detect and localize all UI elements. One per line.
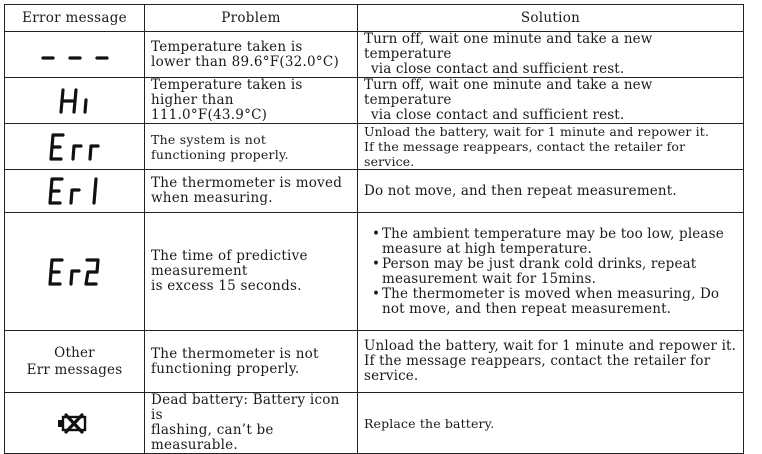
solution-bullet-list (364, 227, 737, 317)
problem-line: when measuring. (151, 190, 273, 206)
solution-cell (358, 32, 744, 78)
solution-cell (358, 124, 744, 170)
solution-line: If the message reappears, contact the retailer for (364, 353, 711, 369)
solution-line: Turn off, wait one minute and take a new temperature (364, 31, 653, 62)
problem-line: The thermometer is moved (151, 175, 343, 191)
problem-line: measurement (151, 263, 248, 279)
solution-line: Replace the battery. (364, 415, 495, 431)
lcd-hi-icon (55, 86, 95, 116)
solution-line: measurement wait for 15mins. (382, 270, 597, 287)
error-code-cell (5, 124, 145, 170)
problem-cell (145, 78, 358, 124)
error-code-cell (5, 213, 145, 331)
error-code-cell (5, 331, 145, 393)
solution-cell (358, 213, 744, 331)
header-row (5, 5, 744, 32)
solution-line: via close contact and sufficient rest. (371, 61, 625, 77)
solution-line: service. (364, 368, 419, 384)
solution-bullet (382, 257, 737, 287)
problem-cell (145, 393, 358, 454)
table-row (5, 78, 744, 124)
problem-cell (145, 331, 358, 393)
solution-line: • The ambient temperature may be too low, please (382, 225, 724, 242)
problem-line: The thermometer is not (151, 345, 319, 362)
lcd-er2-icon (46, 256, 104, 288)
solution-line: measure at high temperature. (382, 240, 593, 257)
problem-line: higher than 111.0°F(43.9°C) (151, 92, 268, 123)
solution-line: • The thermometer is moved when measuring, Do (382, 285, 720, 302)
dead-battery-icon (55, 411, 95, 435)
error-code-cell (5, 393, 145, 454)
problem-line: The time of predictive (151, 248, 308, 264)
error-code-cell (5, 32, 145, 78)
problem-cell (145, 124, 358, 170)
problem-line: The system is not (151, 131, 267, 147)
lcd-err-icon (46, 131, 104, 163)
error-message-table (4, 4, 744, 454)
problem-cell (145, 170, 358, 213)
problem-line: Temperature taken is (151, 38, 303, 55)
table-row (5, 124, 744, 170)
solution-cell (358, 331, 744, 393)
solution-line: Do not move, and then repeat measurement. (364, 182, 677, 199)
problem-line: is excess 15 seconds. (151, 278, 302, 294)
solution-cell (358, 393, 744, 454)
error-code-cell (5, 78, 145, 124)
table-row (5, 32, 744, 78)
lcd-er1-icon (46, 175, 104, 207)
error-code-cell (5, 170, 145, 213)
table-row (5, 393, 744, 454)
solution-line: Unload the battery, wait for 1 minute and repower it. (364, 338, 737, 354)
solution-cell (358, 170, 744, 213)
other-err-label: Err messages (26, 361, 123, 378)
problem-line: lower than 89.6°F(32.0°C) (151, 53, 339, 70)
solution-line: If the message reappears, contact the retailer for service. (364, 139, 686, 169)
problem-line: Dead battery: Battery icon is (151, 392, 340, 423)
solution-line: via close contact and sufficient rest. (371, 107, 625, 123)
solution-line: not move, and then repeat measurement. (382, 300, 672, 317)
lcd-dashes-icon (39, 45, 111, 65)
solution-bullet (382, 287, 737, 317)
problem-line: flashing, can’t be measurable. (151, 422, 274, 453)
solution-cell (358, 78, 744, 124)
problem-cell (145, 213, 358, 331)
table-row (5, 213, 744, 331)
table-row (5, 331, 744, 393)
problem-line: functioning properly. (151, 146, 289, 162)
header-problem: Problem (145, 5, 358, 32)
header-solution: Solution (358, 5, 744, 32)
problem-line: Temperature taken is (151, 77, 303, 93)
solution-line: Unload the battery, wait for 1 minute and repower it. (364, 124, 710, 139)
other-err-label: Other (54, 344, 95, 361)
problem-cell (145, 32, 358, 78)
solution-line: Turn off, wait one minute and take a new temperature (364, 77, 653, 108)
solution-line: • Person may be just drank cold drinks, repeat (382, 255, 697, 272)
table-row (5, 170, 744, 213)
problem-line: functioning properly. (151, 360, 300, 377)
header-error-message: Error message (5, 5, 145, 32)
solution-bullet (382, 227, 737, 257)
